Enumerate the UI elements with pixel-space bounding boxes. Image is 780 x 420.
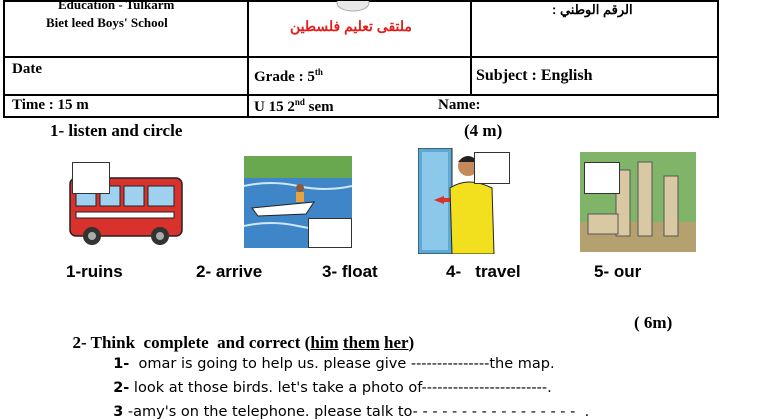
word-5[interactable]: 5- our bbox=[594, 262, 642, 281]
unit-rest: sem bbox=[304, 99, 334, 115]
subject-label: Subject : English bbox=[476, 67, 593, 84]
hint-him: him bbox=[310, 333, 339, 352]
divider bbox=[247, 0, 249, 118]
divider bbox=[3, 116, 719, 118]
sentence-3 bbox=[104, 388, 589, 420]
logo-text: ملتقى تعليم فلسطين bbox=[290, 18, 412, 34]
time-label: Time : 15 m bbox=[12, 97, 89, 113]
unit-sup: nd bbox=[294, 97, 305, 107]
word-2[interactable]: 2- arrive bbox=[196, 262, 263, 281]
section1-marks: (4 m) bbox=[464, 121, 503, 140]
logo-emblem-icon bbox=[330, 1, 376, 13]
answer-box[interactable] bbox=[72, 162, 110, 194]
hint-them: them bbox=[342, 333, 380, 352]
hint-her: her bbox=[384, 333, 409, 352]
grade-text: Grade : 5 bbox=[254, 69, 315, 85]
word-3[interactable]: 3- float bbox=[322, 262, 378, 281]
grade-sup: th bbox=[314, 67, 323, 77]
word-4[interactable]: 4- travel bbox=[446, 262, 521, 281]
national-id-label: الرقم الوطني : bbox=[552, 2, 633, 17]
divider bbox=[3, 56, 719, 58]
school-line: Biet leed Boys' School bbox=[46, 15, 168, 30]
divider bbox=[3, 94, 719, 96]
answer-box[interactable] bbox=[584, 162, 620, 194]
section2-marks: ( 6m) bbox=[634, 313, 673, 332]
sentence-3-number: 3 bbox=[113, 404, 124, 420]
divider bbox=[470, 0, 472, 96]
name-label: Name: bbox=[438, 97, 481, 113]
date-label: Date bbox=[12, 61, 42, 77]
boat-picture bbox=[244, 156, 352, 248]
sentence-1-text: omar is going to help us. please give ---------------the map. bbox=[129, 356, 555, 372]
logo bbox=[330, 0, 376, 12]
word-1[interactable]: 1-ruins bbox=[66, 262, 123, 281]
bus-picture bbox=[66, 160, 186, 250]
grade-label bbox=[254, 67, 323, 86]
answer-box[interactable] bbox=[308, 218, 352, 248]
section1-title: 1- listen and circle bbox=[50, 121, 183, 140]
ruins-picture bbox=[580, 152, 696, 252]
sentence-1-number: 1- bbox=[113, 356, 130, 372]
section2-title-end: ) bbox=[408, 333, 415, 352]
dept-line: Education - Tulkarm bbox=[58, 0, 175, 12]
unit-text: U 15 2 bbox=[254, 99, 295, 115]
door-picture bbox=[418, 148, 512, 254]
sentence-2-text: look at those birds. let's take a photo of------------------------. bbox=[129, 380, 552, 396]
unit-label bbox=[254, 97, 334, 116]
sentence-3-text: -amy's on the telephone. please talk to- - - - - - - - - - - - - - - - - . bbox=[123, 404, 590, 420]
sentence-2-number: 2- bbox=[113, 380, 130, 396]
section2-title-start: 2- Think complete and correct ( bbox=[72, 333, 311, 352]
answer-box[interactable] bbox=[474, 152, 510, 184]
